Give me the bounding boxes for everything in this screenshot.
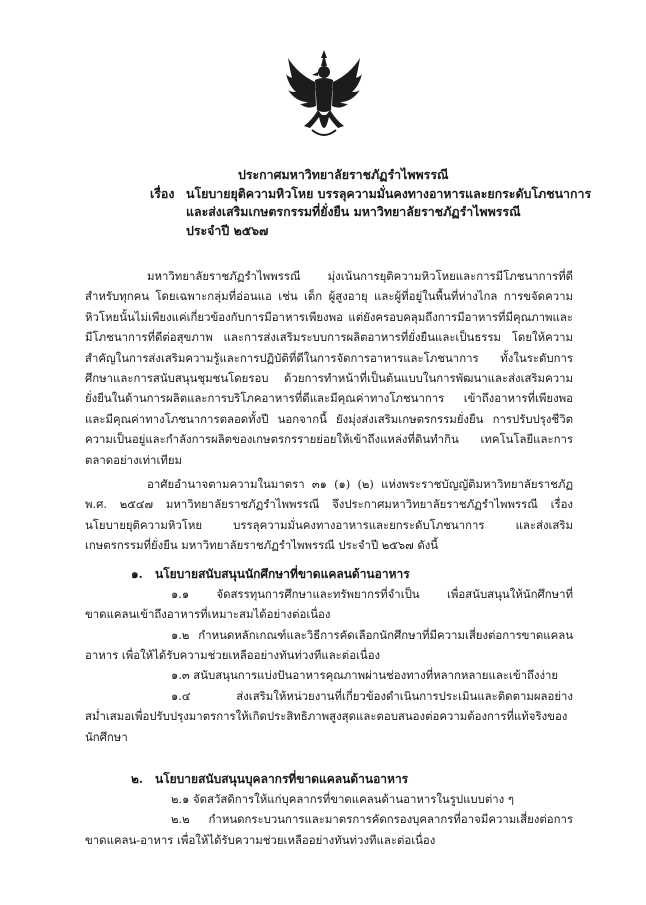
policy-item: ๑.๒ กำหนดหลักเกณฑ์และวิธีการคัดเลือกนักศึกษาที่มีความเสี่ยงต่อการขาดแคลนอาหาร เพื่อให้ได้รับความช่วยเหลืออย่างทันท่วงทีและต่อเนื่อง [85,627,573,662]
announcement-title: ประกาศมหาวิทยาลัยราชภัฏรำไพพรรณี [238,167,449,182]
section-title: นโยบายสนับสนุนนักศึกษาที่ขาดแคลนด้านอาหาร [155,566,410,581]
garuda-emblem-icon [284,48,364,144]
policy-item: ๑.๓ สนับสนุนการแบ่งปันอาหารคุณภาพผ่านช่องทางที่หลากหลายและเข้าถึงง่าย [171,668,559,683]
section-number: ๑. [131,566,143,581]
intro-paragraph: มหาวิทยาลัยราชภัฏรำไพพรรณี มุ่งเน้นการยุติความหิวโหยและการมีโภชนาการที่ดี สำหรับทุกคน โดยเฉพาะกลุ่มที่อ่อนแอ เช่น เด็ก ผู้สูงอายุ และผู้ที่อยู่ในพื้นที่ห่างไกล การขจัดความหิวโหยนั้นไม่เพียงแค่เกี่ยวข้องกับการมีอาหารเพียงพอ แต่ยังครอบคลุมถึงการมีอาหารที่มีคุณภาพและมีโภชนาการที่ดีต่อสุขภาพ และการส่งเสริมระบบการผลิตอาหารที่ยั่งยืนและเป็นธรรม โดยให้ความสำคัญในการส่งเสริมความรู้และการปฏิบัติที่ดีในการจัดการอาหารและโภชนาการ ทั้งในระดับการศึกษาและการสนับสนุนชุมชนโดยรอบ ด้วยการทำหน้าที่เป็นต้นแบบในการพัฒนาและส่งเสริมความยั่งยืนในด้านการผลิตและการบริโภคอาหารที่ดีและมีคุณค่าทางโภชนาการ เข้าถึงอาหารที่เพียงพอและมีคุณค่าทางโภชนาการตลอดทั้งปี นอกจากนี้ ยังมุ่งส่งเสริมเกษตรกรรมยั่งยืน การปรับปรุงชีวิตความเป็นอยู่และกำลังการผลิตของเกษตรกรรายย่อยให้เข้าถึงแหล่งที่ดินทำกิน เทคโนโลยีและการตลาดอย่างเท่าเทียม [85,269,573,467]
policy-item: ๑.๔ ส่งเสริมให้หน่วยงานที่เกี่ยวข้องดำเนินการประเมินและติดตามผลอย่างสม่ำเสมอเพื่อปรับปรุงมาตรการให้เกิดประสิทธิภาพสูงสุดและตอบสนองต่อความต้องการที่แท้จริงของนักศึกษา [85,688,573,744]
subject-row [150,185,590,204]
section-2-heading [85,769,573,789]
announcement-header [150,166,590,240]
policy-item: ๑.๑ จัดสรรทุนการศึกษาและทรัพยากรที่จำเป็น เพื่อสนับสนุนให้นักศึกษาที่ขาดแคลนเข้าถึงอาหารที่เหมาะสมได้อย่างต่อเนื่อง [85,586,573,622]
section-title: นโยบายสนับสนุนบุคลากรที่ขาดแคลนด้านอาหาร [155,771,409,786]
subject-line-1: นโยบายยุติความหิวโหย บรรลุความมั่นคงทางอาหารและยกระดับโภชนาการ [186,185,592,201]
subject-label: เรื่อง [150,185,175,201]
announcement-body [85,266,573,850]
announcement-year: ประจำปี ๒๕๖๗ [186,222,269,238]
subject-line-2: และส่งเสริมเกษตรกรรมที่ยั่งยืน มหาวิทยาลัยราชภัฏรำไพพรรณี [186,204,521,220]
policy-item: ๒.๑ จัดสวัสดิการให้แก่บุคลากรที่ขาดแคลนด้านอาหารในรูปแบบต่าง ๆ [171,791,514,806]
policy-item: ๒.๒ กำหนดกระบวนการและมาตรการคัดกรองบุคลากรที่อาจมีความเสี่ยงต่อการขาดแคลน-อาหาร เพื่อให้ได้รับความช่วยเหลืออย่างทันท่วงทีและต่อเนื่อง [85,812,573,847]
section-number: ๒. [131,771,144,786]
section-1-heading [85,564,573,584]
authority-paragraph: อาศัยอำนาจตามความในมาตรา ๓๑ (๑) (๒) แห่งพระราชบัญญัติมหาวิทยาลัยราชภัฏ พ.ศ. ๒๕๔๗ มหาวิทยาลัยราชภัฏรำไพพรรณี จึงประกาศมหาวิทยาลัยราชภัฏรำไพพรรณี เรื่อง นโยบายยุติความหิวโหย บรรลุความมั่นคงทางอาหารและยกระดับโภชนาการ และส่งเสริมเกษตรกรรมที่ยั่งยืน มหาวิทยาลัยราชภัฏรำไพพรรณี ประจำปี ๒๕๖๗ ดังนี้ [85,477,573,553]
